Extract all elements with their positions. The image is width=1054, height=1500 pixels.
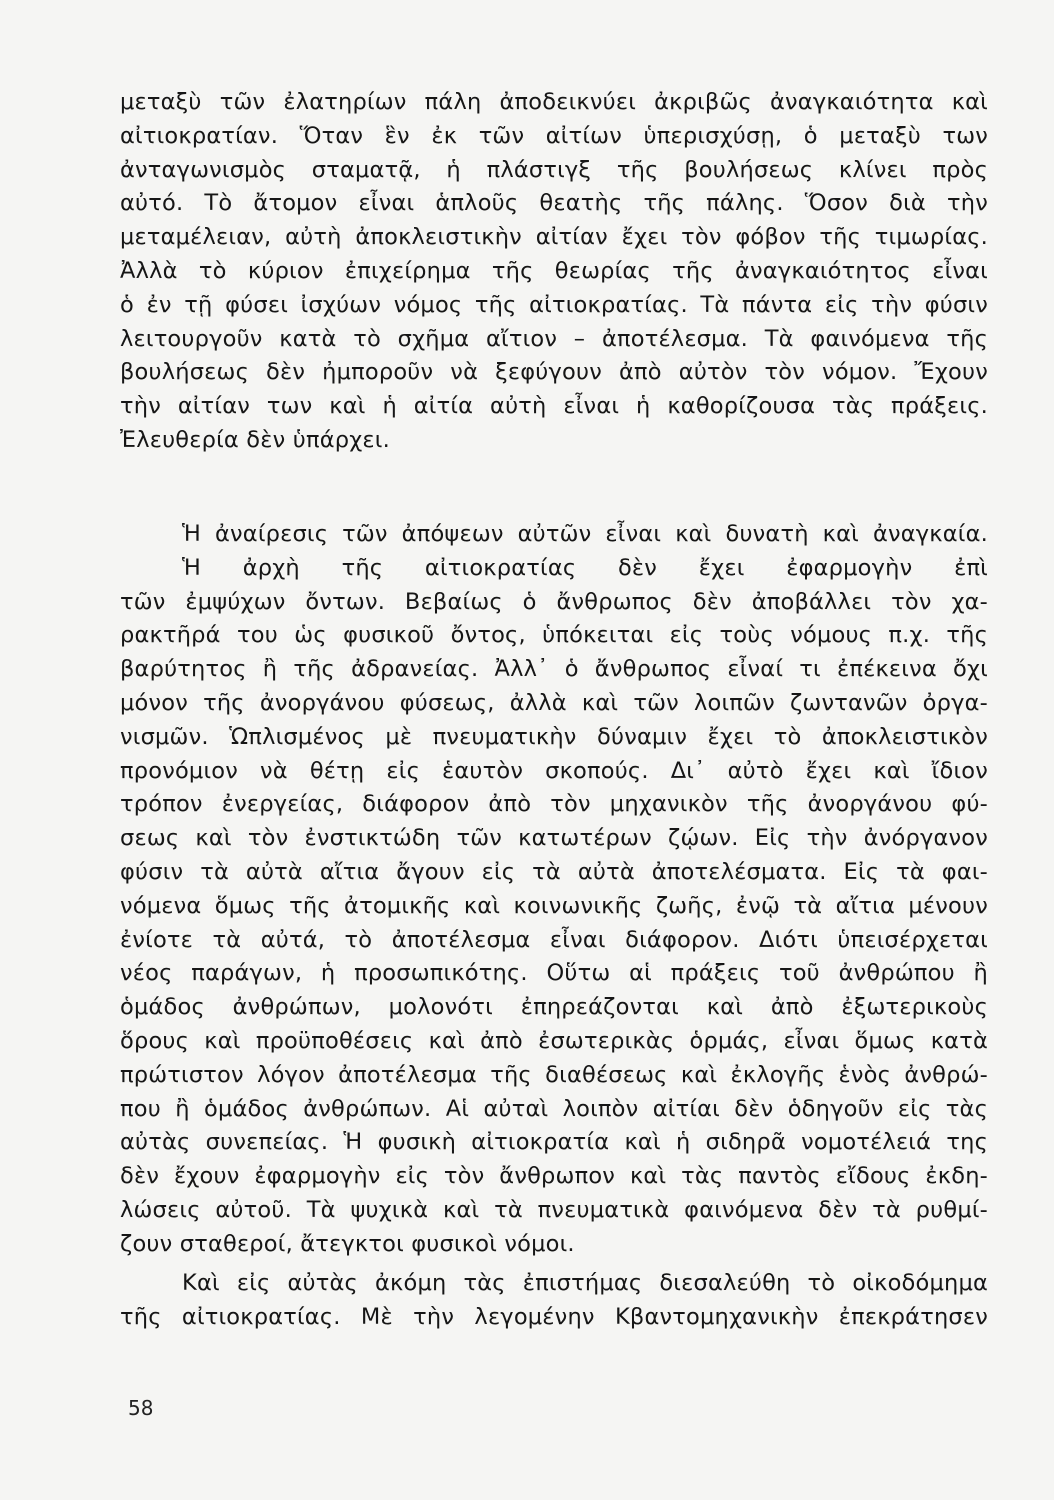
text-line: ὁμάδος ἀνθρώπων, μολονότι ἐπηρεάζονται καὶ ἀπὸ ἐξωτερικοὺς <box>120 994 988 1021</box>
text-line: δὲν ἔχουν ἐφαρμογὴν εἰς τὸν ἄνθρωπον καὶ τὰς παντὸς εἴδους ἐκδη- <box>120 1163 988 1190</box>
text-line: ἐνίοτε τὰ αὐτά, τὸ ἀποτέλεσμα εἶναι διάφορον. Διότι ὑπεισέρχεται <box>120 926 988 953</box>
paragraph-2 <box>120 518 988 1262</box>
text-line: βαρύτητος ἢ τῆς ἀδρανείας. Ἀλλ᾽ ὁ ἄνθρωπος εἶναί τι ἐπέκεινα ὄχι <box>120 656 988 683</box>
text-line: σεως καὶ τὸν ἐνστικτώδη τῶν κατωτέρων ζῴων. Εἰς τὴν ἀνόργανον <box>120 825 988 852</box>
text-line: ὅρους καὶ προϋποθέσεις καὶ ἀπὸ ἐσωτερικὰς ὁρμάς, εἶναι ὅμως κατὰ <box>120 1027 988 1054</box>
text-line: προνόμιον νὰ θέτῃ εἰς ἑαυτὸν σκοπούς. Δι᾽ αὐτὸ ἔχει καὶ ἴδιον <box>120 757 988 784</box>
text-line: Ἐλευθερία δὲν ὑπάρχει. <box>120 426 390 453</box>
text-line: Ἡ ἀναίρεσις τῶν ἀπόψεων αὐτῶν εἶναι καὶ δυνατὴ καὶ ἀναγκαία. <box>182 521 988 547</box>
text-line: ὁ ἐν τῇ φύσει ἰσχύων νόμος τῆς αἰτιοκρατίας. Τὰ πάντα εἰς τὴν φύσιν <box>120 291 988 318</box>
text-line: ζουν σταθεροί, ἄτεγκτοι φυσικοὶ νόμοι. <box>120 1230 575 1257</box>
text-line: ἀνταγωνισμὸς σταματᾷ, ἡ πλάστιγξ τῆς βουλήσεως κλίνει πρὸς <box>120 156 988 183</box>
text-line: τὴν αἰτίαν των καὶ ἡ αἰτία αὐτὴ εἶναι ἡ καθορίζουσα τὰς πράξεις. <box>120 393 988 420</box>
text-line: Ἡ ἀρχὴ τῆς αἰτιοκρατίας δὲν ἔχει ἐφαρμογὴν ἐπὶ <box>182 554 988 581</box>
text-line: νόμενα ὅμως τῆς ἀτομικῆς καὶ κοινωνικῆς ζωῆς, ἐνῷ τὰ αἴτια μένουν <box>120 892 988 919</box>
text-line: λειτουργοῦν κατὰ τὸ σχῆμα αἴτιον – ἀποτέλεσμα. Τὰ φαινόμενα τῆς <box>120 325 988 352</box>
text-line: Καὶ εἰς αὐτὰς ἀκόμη τὰς ἐπιστήμας διεσαλεύθη τὸ οἰκοδόμημα <box>182 1270 988 1296</box>
text-line: αἰτιοκρατίαν. Ὅταν ἓν ἐκ τῶν αἰτίων ὑπερισχύσῃ, ὁ μεταξὺ των <box>120 122 988 149</box>
text-line: πρώτιστον λόγον ἀποτέλεσμα τῆς διαθέσεως καὶ ἐκλογῆς ἑνὸς ἀνθρώ- <box>120 1061 988 1088</box>
text-line: αὐτὰς συνεπείας. Ἡ φυσικὴ αἰτιοκρατία καὶ ἡ σιδηρᾶ νομοτέλειά της <box>120 1129 988 1156</box>
text-line: βουλήσεως δὲν ἠμποροῦν νὰ ξεφύγουν ἀπὸ αὐτὸν τὸν νόμον. Ἔχουν <box>120 359 988 386</box>
text-line: που ἢ ὁμάδος ἀνθρώπων. Αἱ αὐταὶ λοιπὸν αἰτίαι δὲν ὁδηγοῦν εἰς τὰς <box>120 1095 988 1122</box>
text-line: τρόπον ἐνεργείας, διάφορον ἀπὸ τὸν μηχανικὸν τῆς ἀνοργάνου φύ- <box>120 791 988 818</box>
paragraph-1 <box>120 86 988 458</box>
paragraph-3 <box>120 1267 988 1335</box>
text-line: τῶν ἐμψύχων ὄντων. Βεβαίως ὁ ἄνθρωπος δὲν ἀποβάλλει τὸν χα- <box>120 588 988 615</box>
text-line: μεταξὺ τῶν ἐλατηρίων πάλη ἀποδεικνύει ἀκριβῶς ἀναγκαιότητα καὶ <box>120 89 988 115</box>
text-line: νισμῶν. Ὡπλισμένος μὲ πνευματικὴν δύναμιν ἔχει τὸ ἀποκλειστικὸν <box>120 723 988 750</box>
text-line: τῆς αἰτιοκρατίας. Μὲ τὴν λεγομένην Κβαντομηχανικὴν ἐπεκράτησεν <box>120 1303 988 1330</box>
text-line: ρακτῆρά του ὡς φυσικοῦ ὄντος, ὑπόκειται εἰς τοὺς νόμους π.χ. τῆς <box>120 622 988 649</box>
text-line: νέος παράγων, ἡ προσωπικότης. Οὕτω αἱ πράξεις τοῦ ἀνθρώπου ἢ <box>120 960 988 987</box>
text-line: λώσεις αὐτοῦ. Τὰ ψυχικὰ καὶ τὰ πνευματικὰ φαινόμενα δὲν τὰ ρυθμί- <box>120 1196 988 1223</box>
text-line: μόνον τῆς ἀνοργάνου φύσεως, ἀλλὰ καὶ τῶν λοιπῶν ζωντανῶν ὀργα- <box>120 689 988 716</box>
text-line: Ἀλλὰ τὸ κύριον ἐπιχείρημα τῆς θεωρίας τῆς ἀναγκαιότητος εἶναι <box>120 257 988 284</box>
page-number: 58 <box>128 1396 154 1420</box>
text-line: αὐτό. Τὸ ἄτομον εἶναι ἁπλοῦς θεατὴς τῆς πάλης. Ὅσον διὰ τὴν <box>120 190 988 217</box>
text-line: μεταμέλειαν, αὐτὴ ἀποκλειστικὴν αἰτίαν ἔχει τὸν φόβον τῆς τιμωρίας. <box>120 224 988 251</box>
text-line: φύσιν τὰ αὐτὰ αἴτια ἄγουν εἰς τὰ αὐτὰ ἀποτελέσματα. Εἰς τὰ φαι- <box>120 858 988 885</box>
